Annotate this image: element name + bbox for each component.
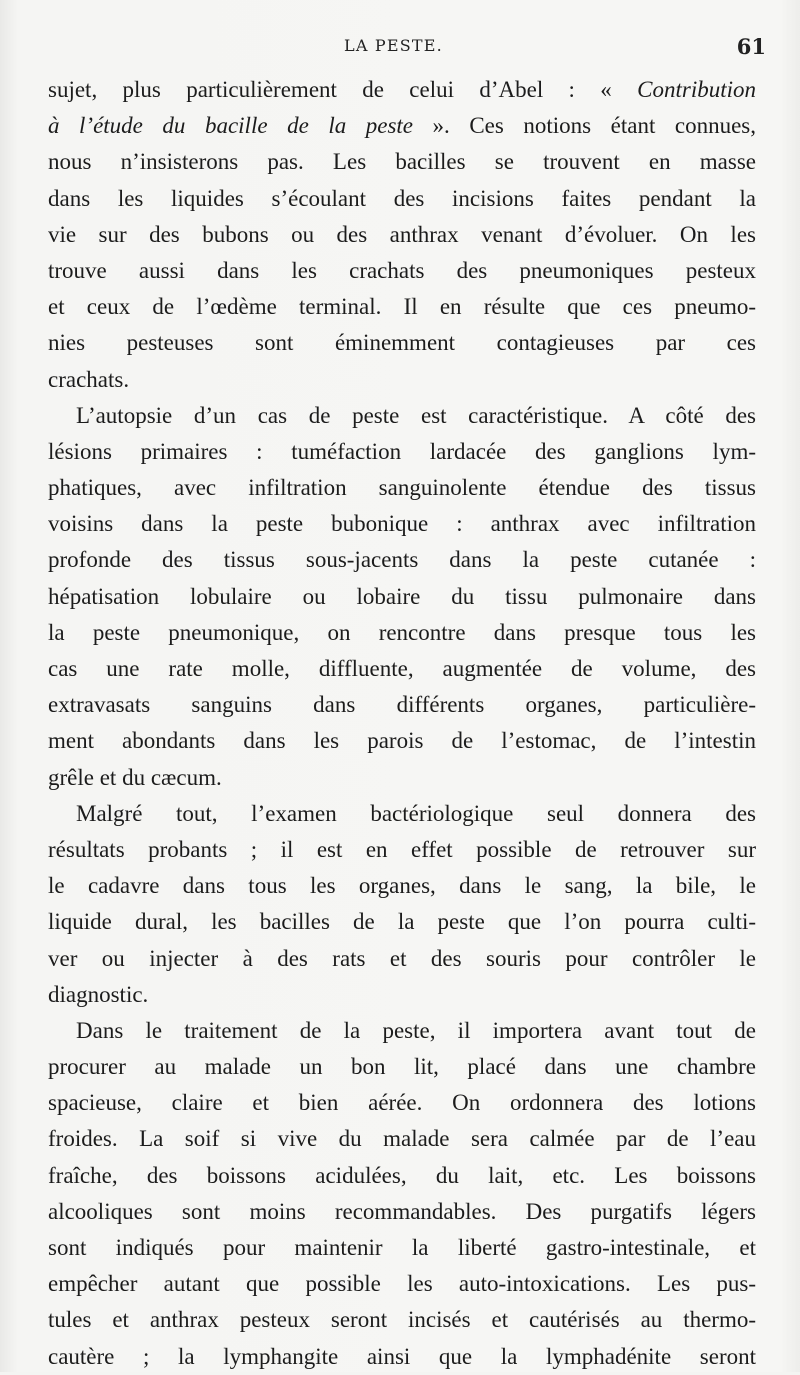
text-line: dans les liquides s’écoulant des incisions faites pendant la bbox=[48, 185, 756, 211]
body-text bbox=[48, 72, 756, 1375]
text-line: crachats. bbox=[48, 366, 130, 392]
running-head bbox=[0, 36, 800, 60]
text-line: sont indiqués pour maintenir la liberté gastro-intestinale, et bbox=[48, 1235, 756, 1260]
text-line: L’autopsie d’un cas de peste est caractéristique. A côté des bbox=[76, 402, 756, 428]
text-line: lésions primaires : tuméfaction lardacée des ganglions lym- bbox=[48, 438, 756, 464]
text-line: cautère ; la lymphangite ainsi que la lymphadénite seront bbox=[48, 1343, 756, 1369]
text-line: alcooliques sont moins recommandables. Des purgatifs légers bbox=[48, 1198, 756, 1224]
text-line: procurer au malade un bon lit, placé dans une chambre bbox=[48, 1054, 756, 1080]
text-line: extravasats sanguins dans différents organes, particulière- bbox=[48, 692, 756, 718]
text-line: profonde des tissus sous-jacents dans la peste cutanée : bbox=[48, 547, 756, 573]
text-line: nous n’insisterons pas. Les bacilles se trouvent en masse bbox=[48, 149, 756, 175]
text-line: froides. La soif si vive du malade sera calmée par de l’eau bbox=[48, 1126, 756, 1152]
text-line: liquide dural, les bacilles de la peste que l’on pourra culti- bbox=[48, 909, 756, 935]
text-line: diagnostic. bbox=[48, 981, 149, 1007]
italic-title: à l’étude du bacille de la peste bbox=[48, 113, 414, 139]
text-line: fraîche, des boissons acidulées, du lait, etc. Les boissons bbox=[48, 1162, 756, 1188]
text-line: cas une rate molle, diffluente, augmentée de volume, des bbox=[48, 656, 756, 681]
text-line: résultats probants ; il est en effet possible de retrouver sur bbox=[48, 836, 756, 862]
text-line: spacieuse, claire et bien aérée. On ordonnera des lotions bbox=[48, 1090, 756, 1116]
text-line: le cadavre dans tous les organes, dans le sang, la bile, le bbox=[48, 873, 756, 899]
running-title: LA PESTE. bbox=[344, 36, 443, 55]
page-number: 61 bbox=[736, 34, 766, 59]
text-line: ver ou injecter à des rats et des souris pour contrôler le bbox=[48, 945, 756, 971]
text-line: sujet, plus particulièrement de celui d’Abel : « Contribution bbox=[48, 77, 756, 102]
text-line: à l’étude du bacille de la peste ». Ces notions étant connues, bbox=[48, 113, 756, 139]
text-line: phatiques, avec infiltration sanguinolente étendue des tissus bbox=[48, 475, 756, 501]
text-line: nies pesteuses sont éminemment contagieuses par ces bbox=[48, 330, 756, 356]
text-line: empêcher autant que possible les auto-intoxications. Les pus- bbox=[48, 1271, 756, 1297]
text-line: Malgré tout, l’examen bactériologique seul donnera des bbox=[76, 800, 756, 826]
text-line: hépatisation lobulaire ou lobaire du tissu pulmonaire dans bbox=[48, 583, 756, 609]
text-line: Dans le traitement de la peste, il importera avant tout de bbox=[76, 1017, 756, 1043]
text-line: la peste pneumonique, on rencontre dans presque tous les bbox=[48, 619, 756, 645]
text-line: ment abondants dans les parois de l’estomac, de l’intestin bbox=[48, 728, 756, 754]
italic-title: Contribution bbox=[637, 77, 756, 102]
text-line: vie sur des bubons ou des anthrax venant d’évoluer. On les bbox=[48, 221, 756, 247]
text-line: trouve aussi dans les crachats des pneumoniques pesteux bbox=[48, 257, 756, 283]
text-line: et ceux de l’œdème terminal. Il en résulte que ces pneumo- bbox=[48, 294, 756, 320]
text-line: grêle et du cæcum. bbox=[48, 764, 222, 790]
text-line: voisins dans la peste bubonique : anthrax avec infiltration bbox=[48, 511, 756, 537]
text-line: tules et anthrax pesteux seront incisés et cautérisés au thermo- bbox=[48, 1307, 756, 1333]
